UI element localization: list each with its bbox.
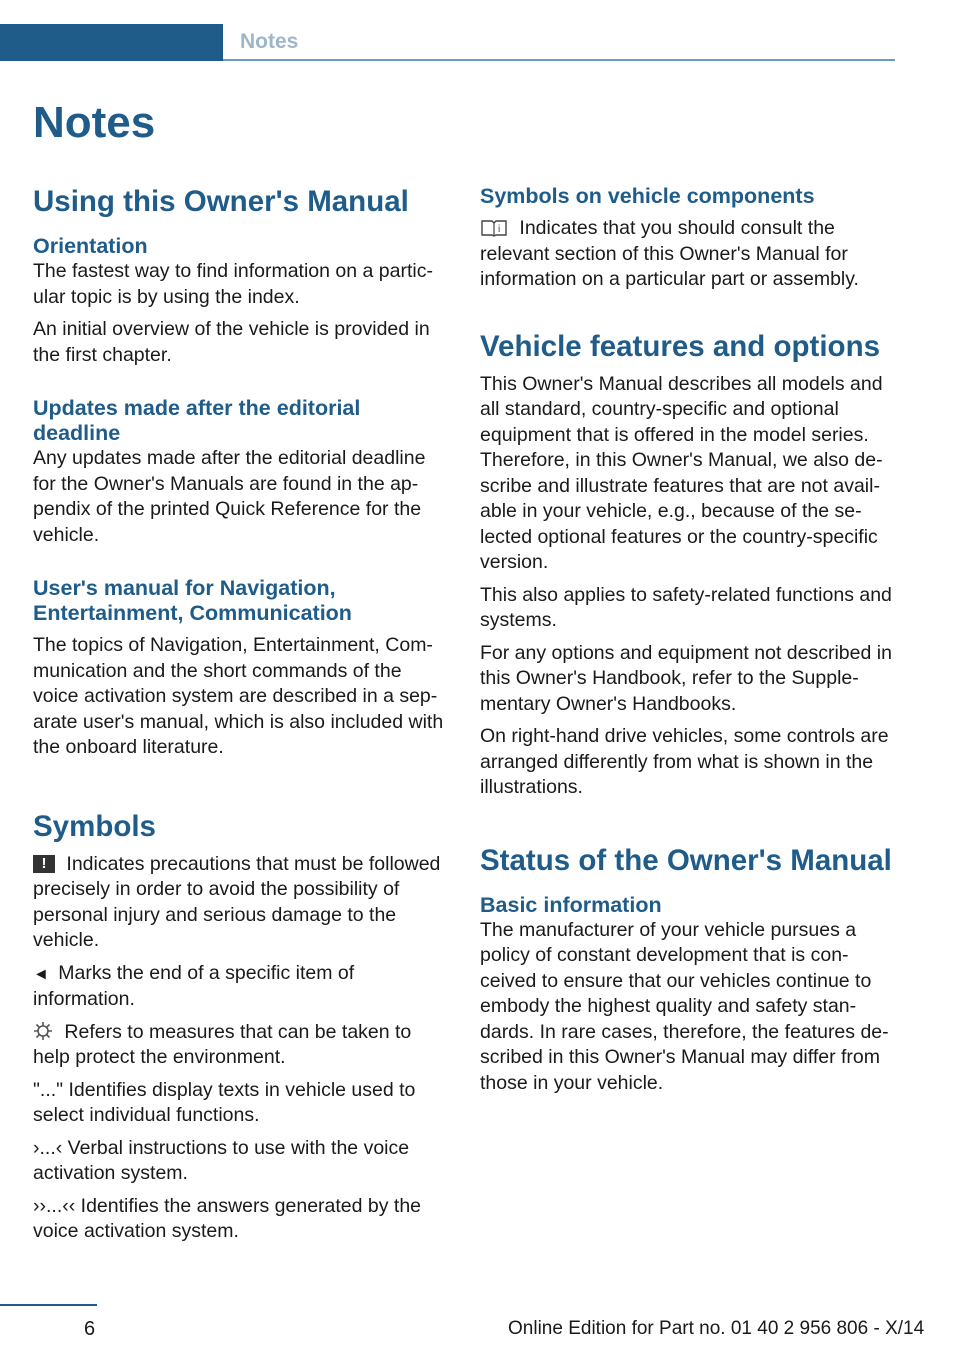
symbols-verbal: ›...‹ Verbal instructions to use with the voice activation system. <box>33 1136 410 1184</box>
manual-book-icon <box>480 219 508 237</box>
environment-icon <box>33 1021 53 1041</box>
updates-heading: Updates made after the editorial deadline <box>33 396 361 445</box>
updates-p1: Any updates made after the editorial deadline for the Owner's Manuals are found in the ap‐pendix of the printed Quick Reference for the vehicle. <box>33 447 426 546</box>
header-bar <box>0 24 223 61</box>
orientation-heading: Orientation <box>33 234 148 258</box>
features-p2: This also applies to safety-related functions and systems. <box>480 583 892 631</box>
symbols-components-p1 <box>480 216 896 293</box>
features-heading: Vehicle features and options <box>480 329 880 363</box>
symbols-warning <box>33 852 449 954</box>
right-column <box>480 184 896 1096</box>
symbols-heading: Symbols <box>33 809 156 843</box>
manual-title: Using this Owner's Manual <box>33 185 409 218</box>
symbols-environment <box>33 1020 449 1071</box>
status-subheading: Basic information <box>480 892 662 917</box>
page-title: Notes <box>33 98 156 147</box>
symbols-warning-text: Indicates precautions that must be followed precisely in order to avoid the possibility of personal injury and serious damage to the vehicle. <box>33 852 441 951</box>
users-manual-heading: User's manual for Navigation, Entertainment, Communication <box>33 576 352 625</box>
symbols-end <box>33 961 449 1013</box>
features-p4: On right-hand drive vehicles, some controls are arranged differently from what is shown in the illustrations. <box>480 725 889 798</box>
symbols-components-heading: Symbols on vehicle components <box>480 184 815 208</box>
symbols-answers: ››...‹‹ Identifies the answers generated by the voice activation system. <box>33 1194 422 1242</box>
footer-edition: Online Edition for Part no. 01 40 2 956 806 - X/14 <box>508 1318 925 1339</box>
symbols-display-texts: "..." Identifies display texts in vehicle used to select individual functions. <box>33 1078 416 1126</box>
symbols-end-text: Marks the end of a specific item of information. <box>33 961 355 1010</box>
symbols-components-text: Indicates that you should consult the relevant section of this Owner's Manual for information on a particular part or assembly. <box>480 217 859 290</box>
end-mark-icon: ◄ <box>33 965 49 983</box>
orientation-p2: An initial overview of the vehicle is provided in the first chapter. <box>33 318 430 366</box>
page-number: 6 <box>84 1318 96 1340</box>
features-p1: This Owner's Manual describes all models and all standard, country-specific and optional equipment that is offered in the model series. Therefore, in this Owner's Manual, we also de‐scribe and illustrate features that are not avail‐able in your vehicle, e.g., because of the se‐lected optional features or the country-specific version. <box>480 372 883 573</box>
orientation-p1: The fastest way to find information on a partic‐ular topic is by using the index. <box>33 260 433 308</box>
status-p1: The manufacturer of your vehicle pursues a policy of constant development that is con‐ceived to ensure that our vehicles continue to embody the highest quality and safety stan‐dards. In rare cases, therefore, the features de‐scribed in this Owner's Manual may differ from those in your vehicle. <box>480 918 889 1094</box>
features-p3: For any options and equipment not described in this Owner's Handbook, refer to the Supple‐mentary Owner's Handbooks. <box>480 641 892 715</box>
footer-rule <box>0 1304 97 1306</box>
header-rule <box>223 59 895 61</box>
status-heading: Status of the Owner's Manual <box>480 843 892 877</box>
header-section-title: Notes <box>240 30 299 53</box>
left-column <box>33 184 449 1245</box>
users-manual-p1: The topics of Navigation, Entertainment, Com‐munication and the short commands of the voice activation system are described in a sep‐arate user's manual, which is also included with the onboard literature. <box>33 634 444 758</box>
svg-text:i: i <box>498 224 501 235</box>
symbols-environment-text: Refers to measures that can be taken to help protect the environment. <box>33 1020 412 1068</box>
warning-icon <box>33 855 55 873</box>
